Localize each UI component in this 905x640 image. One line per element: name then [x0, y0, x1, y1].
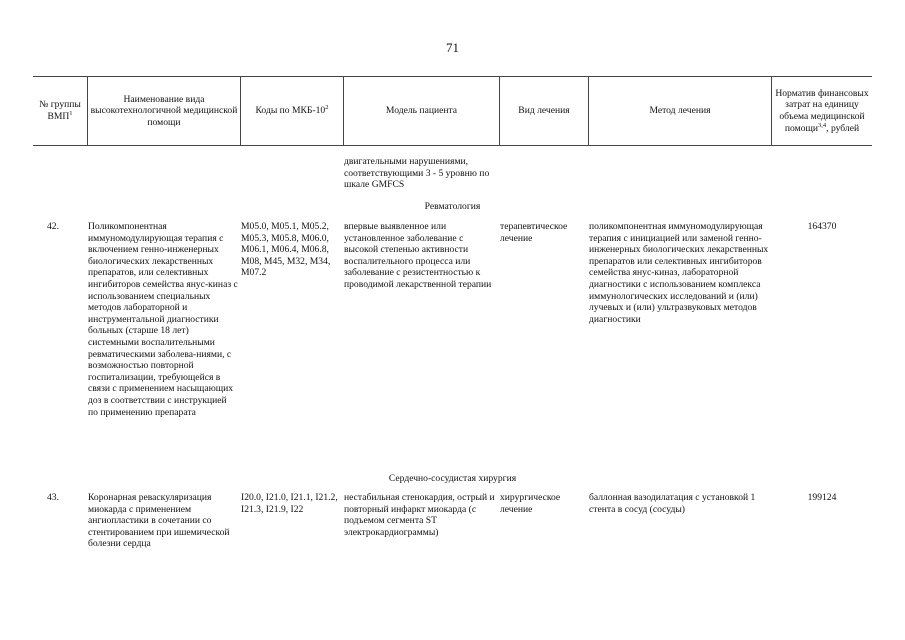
header-patient-model: Модель пациента: [385, 105, 458, 117]
table-header: [33, 76, 872, 146]
treatment-type-cell: хирургическое лечение: [500, 492, 561, 515]
care-type-cell: Поликомпонентная иммуномодулирующая терапия с включением генно-инженерных биологических лекарственных препаратов, или селективных ингибиторов семейства янус-киназ с использованием специальных методов лабораторной и инструментальной диагностики больных (старше 18 лет) системными воспалительными ревматическими заболева-ниями, с возможностью повторной госпитализации, требующейся в связи с применением насыщающих доз в соответствии с инструкцией по применению препарата: [88, 221, 238, 418]
treatment-method-cell: баллонная вазодилатация с установкой 1 стента в сосуд (сосуды): [589, 492, 756, 515]
header-treatment-type: Вид лечения: [518, 105, 570, 117]
page-number: 71: [446, 40, 459, 55]
header-cost-norm: Норматив финансовых затрат на единицу объема медицинской помощи$^{3,4}$, рублей: [775, 87, 869, 134]
cost-cell: 199124: [807, 492, 837, 503]
care-type-cell: Коронарная реваскуляризация миокарда с применением ангиопластики в сочетании со стентированием при ишемической болезни сердца: [88, 492, 230, 550]
header-care-type: Наименование вида высокотехнологичной медицинской помощи: [90, 93, 238, 128]
treatment-method-cell: поликомпонентная иммуномодулирующая терапия с инициацией или заменой генно-инженерных биологических лекарственных препаратов или селективных ингибиторов семейства янус-киназ, лабораторной диагностики с использованием комплекса иммунологических исследований и (или) лучевых и (или) ультразвуковых методов диагностики: [589, 221, 769, 325]
header-icd-codes: Коды по МКБ-$10^2$: [255, 104, 329, 117]
icd-codes-cell: I20.0, I21.0, I21.1, I21.2, I21.3, I21.9, I22: [241, 492, 338, 515]
section-title-rheumatology: Ревматология: [424, 201, 481, 212]
cost-cell: 164370: [807, 221, 837, 232]
section-title-cardiovascular-surgery: Сердечно-сосудистая хирургия: [388, 473, 517, 484]
header-treatment-method: Метод лечения: [649, 105, 711, 117]
continuation-text: двигательными нарушениями, соответствующими 3 - 5 уровню по шкале GMFCS: [344, 156, 490, 191]
header-group-number: № группы ВМП$^1$: [39, 99, 81, 122]
row-number: 42.: [47, 221, 59, 232]
treatment-type-cell: терапевтическое лечение: [500, 221, 568, 244]
patient-model-cell: впервые выявленное или установленное заболевание с высокой степенью активности воспалительного процесса или заболевание с резистентностью к проводимой лекарственной терапии: [344, 221, 492, 290]
vmp-table: [33, 76, 872, 550]
patient-model-cell: нестабильная стенокардия, острый и повторный инфаркт миокарда (с подъемом сегмента ST электрокардиограммы): [344, 492, 495, 538]
row-number: 43.: [47, 492, 59, 503]
icd-codes-cell: M05.0, M05.1, M05.2, M05.3, M05.8, M06.0, M06.1, M06.4, M06.8, M08, M45, M32, M34, M07.2: [241, 221, 331, 279]
